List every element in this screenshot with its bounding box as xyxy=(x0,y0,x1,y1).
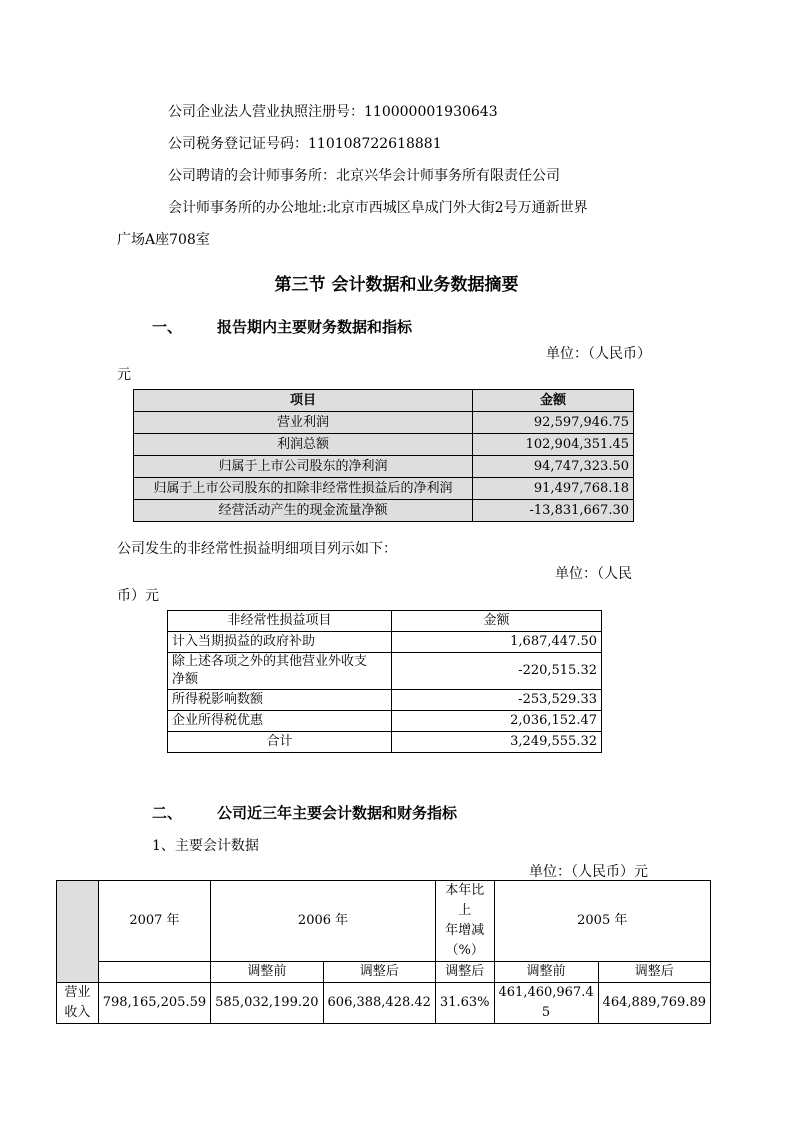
row-amount: 1,687,447.50 xyxy=(392,632,602,653)
three-year-table xyxy=(56,880,711,1024)
row-label-line1: 除上述各项之外的其他营业外收支 xyxy=(172,654,368,669)
table-total-row xyxy=(168,732,602,753)
value-2005-before xyxy=(494,983,598,1024)
auditor-address-line: 会计师事务所的办公地址:北京市西城区阜成门外大街2号万通新世界 xyxy=(168,200,588,216)
value-2007: 798,165,205.59 xyxy=(98,983,210,1024)
header-2007: 2007 年 xyxy=(98,881,210,962)
row-label: 营业利润 xyxy=(134,412,473,434)
part2-unit: 单位：（人民币）元 xyxy=(529,864,648,880)
row-label: 营业收入 xyxy=(57,983,99,1024)
value-change: 31.63% xyxy=(435,983,494,1024)
total-label: 合计 xyxy=(168,732,392,753)
row-amount: 94,747,323.50 xyxy=(473,456,634,478)
total-amount: 3,249,555.32 xyxy=(392,732,602,753)
value-2005-after: 464,889,769.89 xyxy=(598,983,710,1024)
header-item: 项目 xyxy=(134,390,473,412)
subheader-2006-before: 调整前 xyxy=(211,962,323,983)
table-row xyxy=(57,983,711,1024)
row-label: 利润总额 xyxy=(134,434,473,456)
row-amount: 102,904,351.45 xyxy=(473,434,634,456)
part1-heading: 报告期内主要财务数据和指标 xyxy=(217,318,413,336)
change-line3: （%） xyxy=(445,943,484,958)
table-header-row xyxy=(57,881,711,962)
row-label: 经营活动产生的现金流量净额 xyxy=(134,500,473,522)
row-amount: -13,831,667.30 xyxy=(473,500,634,522)
row-label: 计入当期损益的政府补助 xyxy=(168,632,392,653)
value-2005-before-line2: 5 xyxy=(541,1005,551,1020)
nonrecurring-intro: 公司发生的非经常性损益明细项目列示如下： xyxy=(117,541,397,557)
table-row xyxy=(168,632,602,653)
part2-number: 二、 xyxy=(152,804,183,822)
table-row xyxy=(134,434,634,456)
tax-registration-line: 公司税务登记证号码：110108722618881 xyxy=(168,136,442,152)
row-amount: -253,529.33 xyxy=(392,690,602,711)
nonrecurring-unit-suffix: 币）元 xyxy=(117,588,159,604)
change-line2: 年增减 xyxy=(445,923,485,938)
nonrecurring-unit: 单位：（人民 xyxy=(555,566,632,582)
row-label-line2: 净额 xyxy=(172,672,199,687)
header-item: 非经常性损益项目 xyxy=(168,611,392,632)
table-row xyxy=(168,690,602,711)
row-amount: 92,597,946.75 xyxy=(473,412,634,434)
header-change xyxy=(435,881,494,962)
header-2006: 2006 年 xyxy=(211,881,436,962)
subheader-empty xyxy=(98,962,210,983)
table-row xyxy=(134,456,634,478)
auditor-line: 公司聘请的会计师事务所：北京兴华会计师事务所有限责任公司 xyxy=(168,168,560,184)
value-2005-before-line1: 461,460,967.4 xyxy=(498,985,594,1000)
key-financial-table xyxy=(133,389,634,522)
subheader-2005-before: 调整前 xyxy=(494,962,598,983)
table-row xyxy=(134,500,634,522)
value-2006-after: 606,388,428.42 xyxy=(323,983,435,1024)
part1-number: 一、 xyxy=(152,318,183,336)
table-header-row xyxy=(168,611,602,632)
table-row xyxy=(134,478,634,500)
row-amount: 91,497,768.18 xyxy=(473,478,634,500)
row-amount: -220,515.32 xyxy=(392,653,602,690)
row-label xyxy=(168,653,392,690)
table-header-row xyxy=(134,390,634,412)
part1-unit-suffix: 元 xyxy=(117,367,131,383)
table-row xyxy=(134,412,634,434)
header-corner xyxy=(57,881,99,983)
table-subheader-row xyxy=(57,962,711,983)
row-label: 企业所得税优惠 xyxy=(168,711,392,732)
header-amount: 金额 xyxy=(392,611,602,632)
subheader-2005-after: 调整后 xyxy=(598,962,710,983)
value-2006-before: 585,032,199.20 xyxy=(211,983,323,1024)
row-label: 所得税影响数额 xyxy=(168,690,392,711)
change-line1: 本年比上 xyxy=(445,883,485,918)
subheader-2006-after: 调整后 xyxy=(323,962,435,983)
nonrecurring-table xyxy=(167,610,602,753)
table-row xyxy=(168,653,602,690)
header-amount: 金额 xyxy=(473,390,634,412)
row-amount: 2,036,152.47 xyxy=(392,711,602,732)
table-row xyxy=(168,711,602,732)
row-label: 归属于上市公司股东的净利润 xyxy=(134,456,473,478)
subheader-change-after: 调整后 xyxy=(435,962,494,983)
part2-subheading: 1、主要会计数据 xyxy=(152,838,259,854)
section-title: 第三节 会计数据和业务数据摘要 xyxy=(274,275,519,295)
row-label: 归属于上市公司股东的扣除非经常性损益后的净利润 xyxy=(134,478,473,500)
part2-heading: 公司近三年主要会计数据和财务指标 xyxy=(217,804,458,822)
business-license-line: 公司企业法人营业执照注册号：110000001930643 xyxy=(168,104,498,120)
part1-unit: 单位：（人民币） xyxy=(546,346,651,362)
header-2005: 2005 年 xyxy=(494,881,711,962)
auditor-address-continued: 广场A座708室 xyxy=(117,232,210,248)
